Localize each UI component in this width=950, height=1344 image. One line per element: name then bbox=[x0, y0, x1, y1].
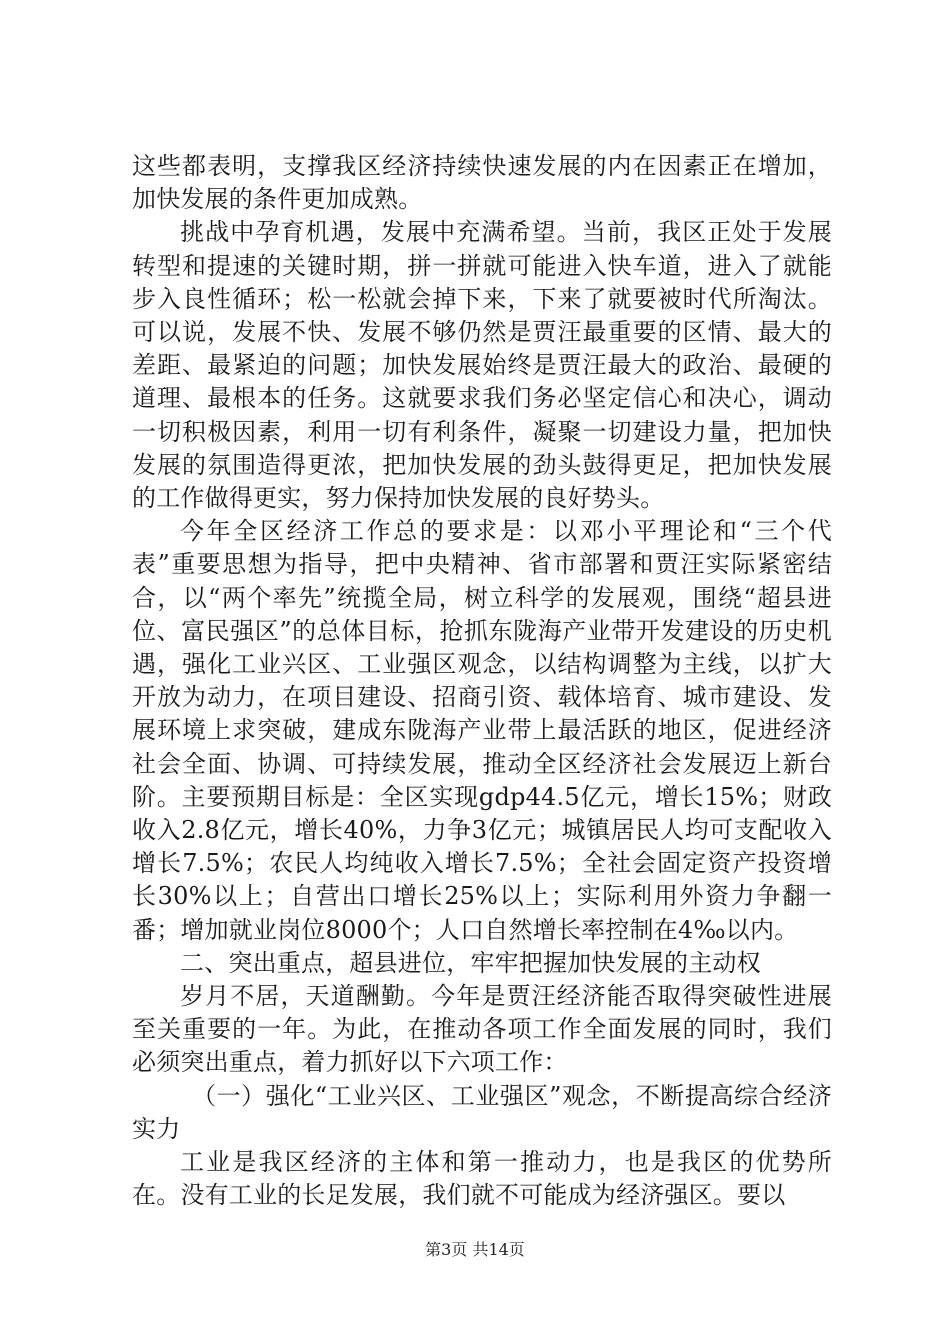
paragraph-industry: 工业是我区经济的主体和第一推动力，也是我区的优势所在。没有工业的长足发展，我们就不可能成为经济强区。要以 bbox=[132, 1148, 832, 1210]
document-body bbox=[132, 150, 832, 1213]
paragraph-annual-requirements: 今年全区经济工作总的要求是：以邓小平理论和“三个代表”重要思想为指导，把中央精神、省市部署和贾汪实际紧密结合，以“两个率先”统揽全局，树立科学的发展观，围绕“超县进位、富民强区”的总体目标，抢抓东陇海产业带开发建设的历史机遇，强化工业兴区、工业强区观念，以结构调整为主线，以扩大开放为动力，在项目建设、招商引资、载体培育、城市建设、发展环境上求突破，建成东陇海产业带上最活跃的地区，促进经济社会全面、协调、可持续发展，推动全区经济社会发展迈上新台阶。主要预期目标是：全区实现gdp44.5亿元，增长15%；财政收入2.8亿元，增长40%，力争3亿元；城镇居民人均可支配收入增长7.5%；农民人均纯收入增长7.5%；全社会固定资产投资增长30%以上；自营出口增长25%以上；实际利用外资力争翻一番；增加就业岗位8000个；人口自然增长率控制在4‰以内。 bbox=[132, 517, 832, 944]
section-heading-two: 二、突出重点，超县进位，牢牢把握加快发展的主动权 bbox=[180, 948, 761, 977]
paragraph-challenges: 挑战中孕育机遇，发展中充满希望。当前，我区正处于发展转型和提速的关键时期，拼一拼就可能进入快车道，进入了就能步入良性循环；松一松就会掉下来，下来了就要被时代所淘汰。可以说，发展不快、发展不够仍然是贾汪最重要的区情、最大的差距、最紧迫的问题；加快发展始终是贾汪最大的政治、最硬的道理、最根本的任务。这就要求我们务必坚定信心和决心，调动一切积极因素，利用一切有利条件，凝聚一切建设力量，把加快发展的氛围造得更浓，把加快发展的劲头鼓得更足，把加快发展的工作做得更实，努力保持加快发展的良好势头。 bbox=[132, 218, 832, 513]
paragraph-intro-continuation: 这些都表明，支撑我区经济持续快速发展的内在因素正在增加，加快发展的条件更加成熟。 bbox=[132, 152, 832, 214]
paragraph-key-year: 岁月不居，天道酬勤。今年是贾汪经济能否取得突破性进展至关重要的一年。为此，在推动各项工作全面发展的同时，我们必须突出重点，着力抓好以下六项工作： bbox=[132, 982, 832, 1077]
page-number-footer: 第3页 共14页 bbox=[425, 1240, 525, 1259]
subsection-heading-one: （一）强化“工业兴区、工业强区”观念，不断提高综合经济实力 bbox=[132, 1081, 832, 1143]
